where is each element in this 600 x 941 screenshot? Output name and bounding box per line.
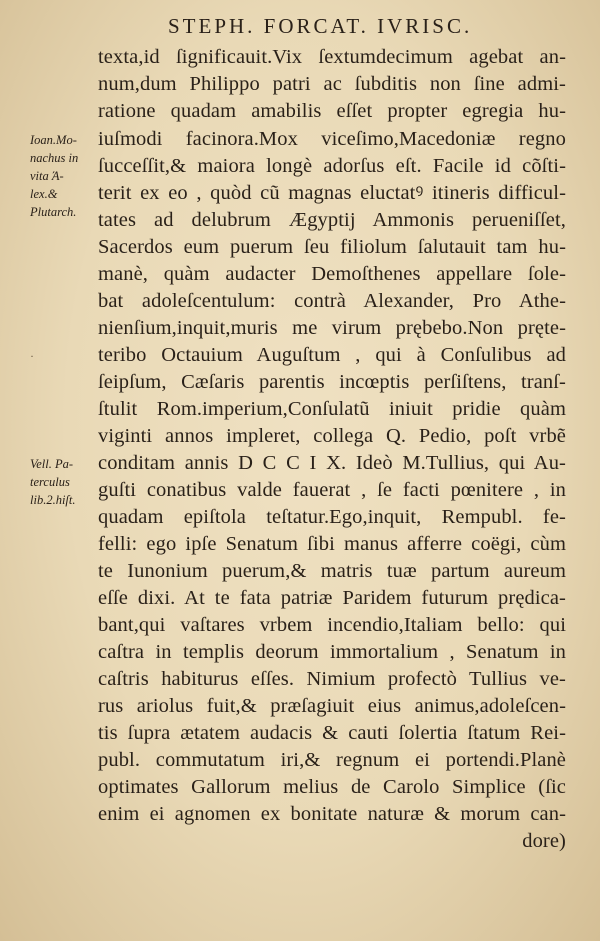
- margin-note-line: terculus: [30, 475, 70, 489]
- text-line: ſeipſum, Cæſaris parentis incœptis perſiſtens, tranſ-: [98, 371, 566, 393]
- text-line: tates ad delubrum Ægyptij Ammonis perueniſſet,: [98, 209, 566, 231]
- margin-note-line: lib.2.hiſt.: [30, 493, 76, 507]
- margin-note-line: Vell. Pa-: [30, 457, 74, 471]
- margin-note-line: lex.&: [30, 187, 58, 201]
- text-line: caſtra in templis deorum immortalium , Senatum in: [98, 641, 566, 663]
- text-line: dore): [522, 830, 566, 852]
- marginal-dot: ·: [30, 349, 34, 363]
- text-line: terit ex eo , quòd cũ magnas eluctatꝰ itineris difficul-: [98, 182, 566, 204]
- margin-note-line: Ioan.Mo-: [30, 133, 77, 147]
- margin-note-line: Plutarch.: [30, 205, 77, 219]
- text-line: teribo Octauium Auguſtum , qui à Conſulibus ad: [98, 344, 566, 366]
- text-line: rus ariolus fuit,& præſagiuit eius animus,adoleſcen-: [98, 695, 566, 717]
- text-line: quadam epiſtola teſtatur.Ego,inquit, Rempubl. fe-: [98, 506, 566, 528]
- text-line: nienſium,inquit,muris me virum prębebo.Non pręte-: [98, 317, 566, 339]
- text-line: bat adoleſcentulum: contrà Alexander, Pro Athe-: [98, 290, 566, 312]
- text-line: texta,id ſignificauit.Vix ſextumdecimum agebat an-: [98, 46, 566, 68]
- text-line: bant,qui vaſtares vrbem incendio,Italiam bello: qui: [98, 614, 566, 636]
- running-head: STEPH. FORCAT. IVRISC.: [168, 14, 473, 38]
- margin-note-line: nachus in: [30, 151, 79, 165]
- text-line: caſtris habiturus eſſes. Nimium profectò Tullius ve-: [98, 668, 566, 690]
- text-line: enim ei agnomen ex bonitate naturæ & morum can-: [98, 803, 566, 825]
- text-line: te Iunonium puerum,& matris tuæ partum aureum: [98, 560, 566, 582]
- text-line: conditam annis D C C I X. Ideò M.Tullius, qui Au-: [98, 452, 566, 474]
- text-line: Sacerdos eum puerum ſeu filiolum ſalutauit tam hu-: [98, 236, 566, 258]
- text-line: viginti annos impleret, collega Q. Pedio, poſt vrbẽ: [98, 425, 566, 447]
- text-line: manè, quàm audacter Demoſthenes appellare ſole-: [98, 263, 566, 285]
- text-line: publ. commutatum iri,& regnum ei portendi.Planè: [98, 749, 566, 771]
- text-line: optimates Gallorum melius de Carolo Simplice (ſic: [98, 776, 566, 798]
- text-line: felli: ego ipſe Senatum ſibi manus afferre coëgi, cùm: [98, 533, 566, 555]
- text-line: ratione quadam amabilis eſſet propter egregia hu-: [98, 100, 566, 122]
- margin-note-line: vita Ά-: [30, 169, 64, 183]
- text-line: num,dum Philippo patri ac ſubditis non ſine admi-: [98, 73, 566, 95]
- text-line: tis ſupra ætatem audacis & cauti ſolertia ſtatum Rei-: [98, 722, 566, 744]
- text-line: guſti conatibus valde fauerat , ſe facti pœnitere , in: [98, 479, 566, 501]
- text-line: iuſmodi facinora.Mox viceſimo,Macedoniæ regno: [98, 128, 566, 150]
- text-line: ſucceſſit,& maiora longè adorſus eſt. Facile id cõſti-: [98, 155, 566, 177]
- text-line: ſtulit Rom.imperium,Conſulatũ iniuit pridie quàm: [98, 398, 566, 420]
- text-line: eſſe dixi. At te fata patriæ Paridem futurum prędica-: [98, 587, 566, 609]
